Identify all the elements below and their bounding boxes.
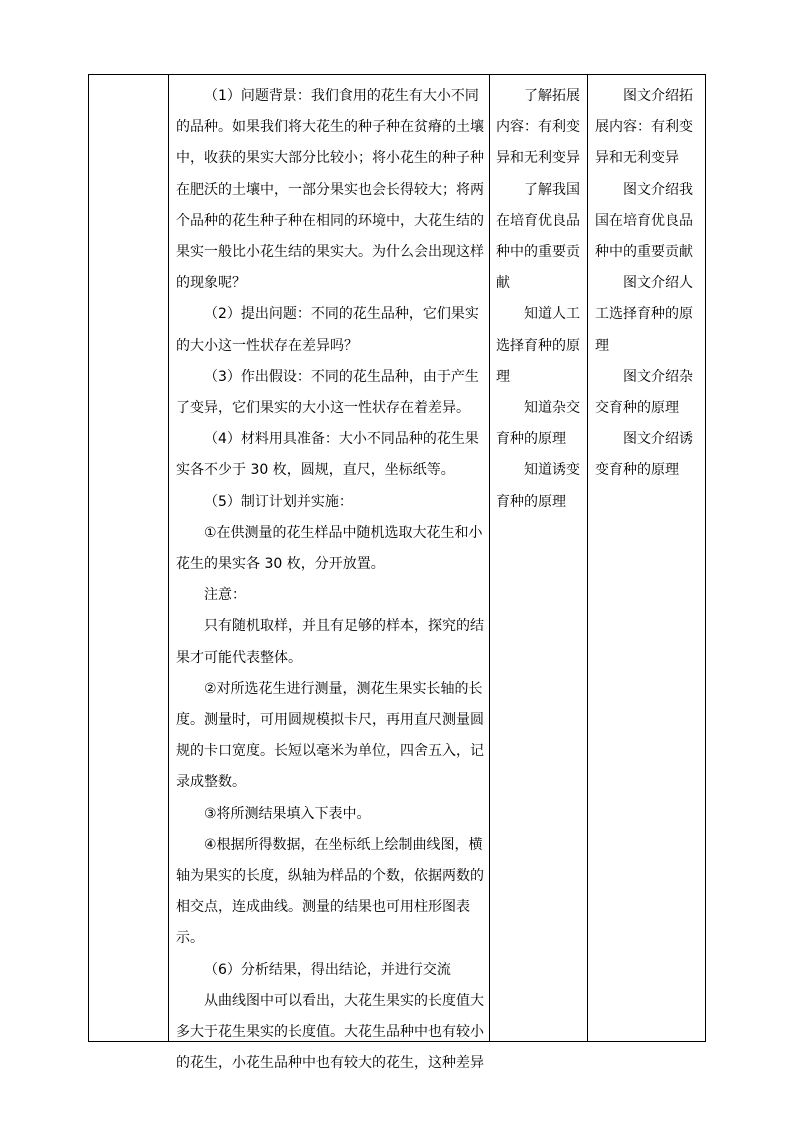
goal-item: 知道诱变育种的原理: [496, 462, 580, 510]
raise-question: （2）提出问题：不同的花生品种，它们果实的大小这一性状存在差异吗？: [176, 306, 479, 354]
materials-preparation: （4）材料用具准备：大小不同品种的花生果实各不少于 30 枚，圆规，直尺，坐标纸等。: [176, 431, 479, 479]
goal-item: 知道人工选择育种的原理: [496, 306, 580, 385]
step-1: ①在供测量的花生样品中随机选取大花生和小花生的果实各 30 枚，分开放置。: [176, 524, 483, 573]
lesson-table: [88, 74, 706, 1072]
method-item: 图文介绍杂交育种的原理: [595, 368, 693, 417]
activity-content-cell: [169, 81, 491, 1080]
make-hypothesis: （3）作出假设：不同的花生品种，由于产生了变异，它们果实的大小这一性状存在着差异。: [176, 368, 479, 417]
note-label: 注意：: [204, 587, 246, 604]
problem-background: （1）问题背景：我们食用的花生有大小不同的品种。如果我们将大花生的种子种在贫瘠的土壤中，收获的果实大部分比较小；将小花生的种子种在肥沃的土壤中，一部分果实也会长得较大；将两个品种的花生种子种在相同的环境中，大花生结的果实一般比小花生结的果实大。为什么会出现这样的现象呢？: [176, 88, 484, 292]
method-item: 图文介绍拓展内容：有利变异和无利变异: [595, 88, 693, 167]
step-3: ③将所测结果填入下表中。: [204, 805, 371, 822]
goal-item: 了解我国在培育优良品种中的重要贡献: [496, 181, 580, 292]
note-text: 只有随机取样，并且有足够的样本，探究的结果才可能代表整体。: [176, 618, 484, 666]
method-item: 图文介绍我国在培育优良品种中的重要贡献: [595, 181, 693, 261]
method-item: 图文介绍人工选择育种的原理: [595, 275, 693, 354]
analysis-heading: （6）分析结果，得出结论，并进行交流: [204, 961, 451, 978]
analysis-text: 从曲线图中可以看出，大花生果实的长度值大多大于花生果实的长度值。大花生品种中也有较小的花生，小花生品种中也有较大的花生，这种差异: [176, 992, 484, 1072]
learning-goals-cell: [490, 81, 589, 518]
goal-item: 知道杂交育种的原理: [496, 400, 580, 448]
goal-item: 了解拓展内容：有利变异和无利变异: [496, 88, 580, 167]
step-4: ④根据所得数据，在坐标纸上绘制曲线图，横轴为果实的长度，纵轴为样品的个数，依据两数的相交点，连成曲线。测量的结果也可用柱形图表示。: [176, 836, 484, 947]
teaching-method-cell: [588, 81, 706, 487]
step-2: ②对所选花生进行测量，测花生果实长轴的长度。测量时，可用圆规模拟卡尺，再用直尺测量圆规的卡口宽度。长短以毫米为单位，四舍五入，记录成整数。: [176, 680, 484, 791]
method-item: 图文介绍诱变育种的原理: [595, 431, 693, 479]
plan-heading: （5）制订计划并实施：: [204, 493, 353, 510]
